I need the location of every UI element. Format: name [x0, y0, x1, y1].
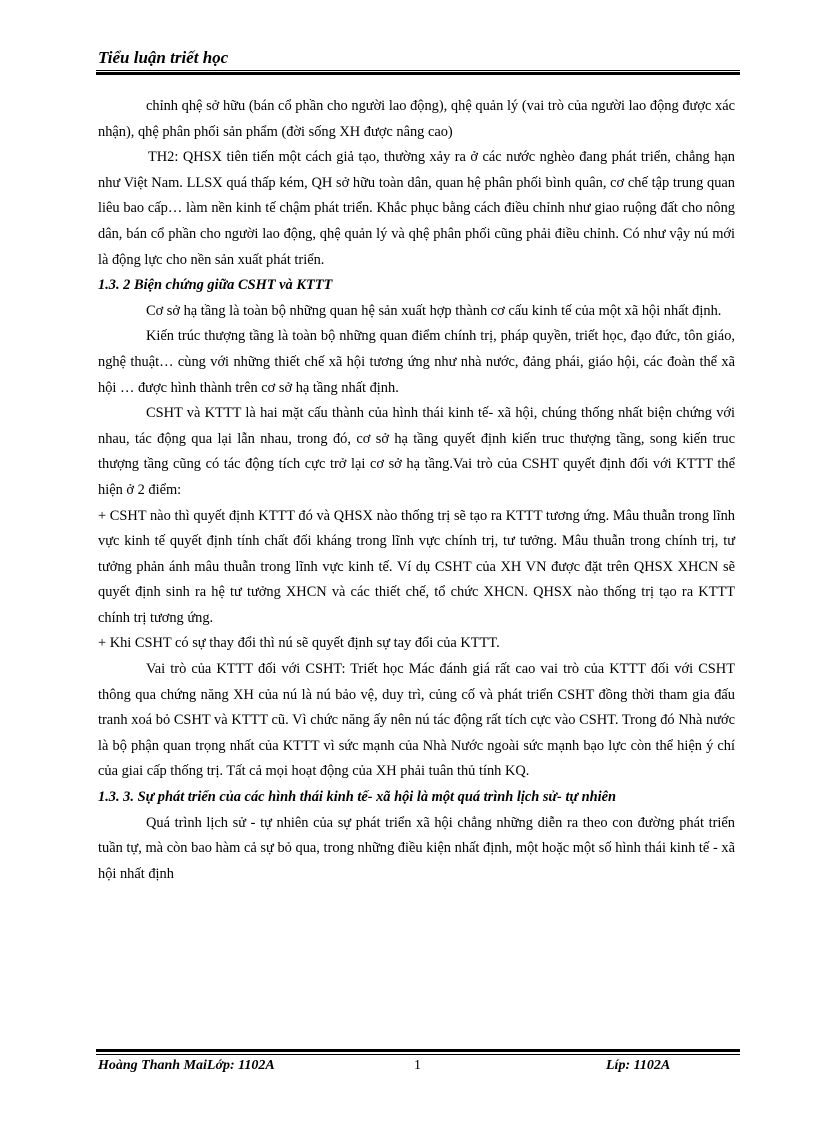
paragraph-6: + CSHT nào thì quyết định KTTT đó và QHSX nào thống trị sẽ tạo ra KTTT tương ứng. Mâu thuẫn trong lĩnh vực kinh tế quyết định tính chất đối kháng trong lĩnh vực chính trị, tư tưởng. Mâu thuẫn trong chính trị, tư tưởng phản ánh mâu thuẫn trong lĩnh vực kinh tế. Ví dụ CSHT của XH VN được đặt trên QHSX XHCN sẽ quyết định sinh ra hệ tư tưởng XHCN và các thiết chế, tổ chức XHCN. QHSX nào thống trị tạo ra KTTT chính trị tương ứng.: [98, 507, 735, 626]
header-rule-thick: [96, 72, 740, 75]
document-body: [98, 94, 735, 887]
paragraph-9: Quá trình lịch sử - tự nhiên của sự phát triển xã hội chẳng những diễn ra theo con đường phát triển tuần tự, mà còn bao hàm cả sự bỏ qua, trong những điều kiện nhất định, một hoặc một số hình thái kinh tế - xã hội nhất định: [98, 814, 735, 882]
paragraph-3: Cơ sở hạ tầng là toàn bộ những quan hệ sản xuất hợp thành cơ cấu kinh tế của một xã hội nhất định.: [146, 302, 722, 319]
header-rule-thin: [96, 70, 740, 71]
paragraph-8: Vai trò của KTTT đối với CSHT: Triết học Mác đánh giá rất cao vai trò của KTTT đối với CSHT thông qua chứng năng XH của nú là nú bảo vệ, duy trì, củng cố và phát triển CSHT đồng thời tham gia đấu tranh xoá bỏ CSHT và KTTT cũ. Vì chức năng ấy nên nú tác động rất tích cực vào CSHT. Trong đó Nhà nước là bộ phận quan trọng nhất của KTTT vì sức mạnh của Nhà Nước ngoài sức mạnh bạo lực còn thể hiện ý chí của giai cấp thống trị. Tất cả mọi hoạt động của XH phải tuân thủ tính KQ.: [98, 661, 735, 780]
paragraph-4: Kiến trúc thượng tầng là toàn bộ những quan điểm chính trị, pháp quyền, triết học, đạo đức, tôn giáo, nghệ thuật… cùng với những thiết chế xã hội tương ứng như nhà nước, đảng phái, giáo hội, các đoàn thể xã hội … được hình thành trên cơ sở hạ tầng nhất định.: [98, 328, 735, 396]
paragraph-5: CSHT và KTTT là hai mặt cấu thành của hình thái kinh tế- xã hội, chúng thống nhất biện chứng với nhau, tác động qua lại lẫn nhau, trong đó, cơ sở hạ tầng quyết định kiến truc thượng tầng, song kiến truc thượng tầng cũng có tác động tích cực trở lại cơ sở hạ tầng.Vai trò của CSHT quyết định đối với KTTT thể hiện ở 2 điểm:: [98, 405, 735, 498]
footer-class: Líp: 1102A: [606, 1058, 671, 1073]
footer-rule-thin: [96, 1054, 740, 1055]
page-header-title: Tiểu luận triết học: [98, 48, 229, 67]
footer-author: Hoàng Thanh MaiLớp: 1102A: [98, 1058, 275, 1073]
paragraph-1: chỉnh qhệ sở hữu (bán cổ phần cho người lao động), qhệ quản lý (vai trò của người lao động được xác nhận), qhệ phân phối sản phẩm (đời sống XH được nâng cao): [98, 98, 735, 140]
paragraph-7: + Khi CSHT có sự thay đổi thì nú sẽ quyết định sự tay đổi của KTTT.: [98, 635, 500, 652]
footer-page-number: 1: [414, 1058, 421, 1073]
section-heading-1-3-3: 1.3. 3. Sự phát triển của các hình thái kinh tế- xã hội là một quá trình lịch sử- tự nhiên: [98, 789, 617, 806]
paragraph-2: TH2: QHSX tiên tiến một cách giả tạo, thường xảy ra ở các nước nghèo đang phát triển, chẳng hạn như Việt Nam. LLSX quá thấp kém, QH sở hữu toàn dân, quan hệ phân phối bình quân, cơ chế tập trung quan liêu bao cấp… làm nền kinh tế chậm phát triển. Khắc phục bằng cách điều chỉnh như giao ruộng đất cho nông dân, bán cổ phần cho người lao động, qhệ quản lý và qhệ phân phối cũng phải điều chỉnh. Có như vậy nú mới là động lực cho nền sản xuất phát triển.: [98, 149, 735, 268]
footer-rule-thick: [96, 1049, 740, 1052]
section-heading-1-3-2: 1.3. 2 Biện chứng giữa CSHT và KTTT: [98, 277, 333, 294]
